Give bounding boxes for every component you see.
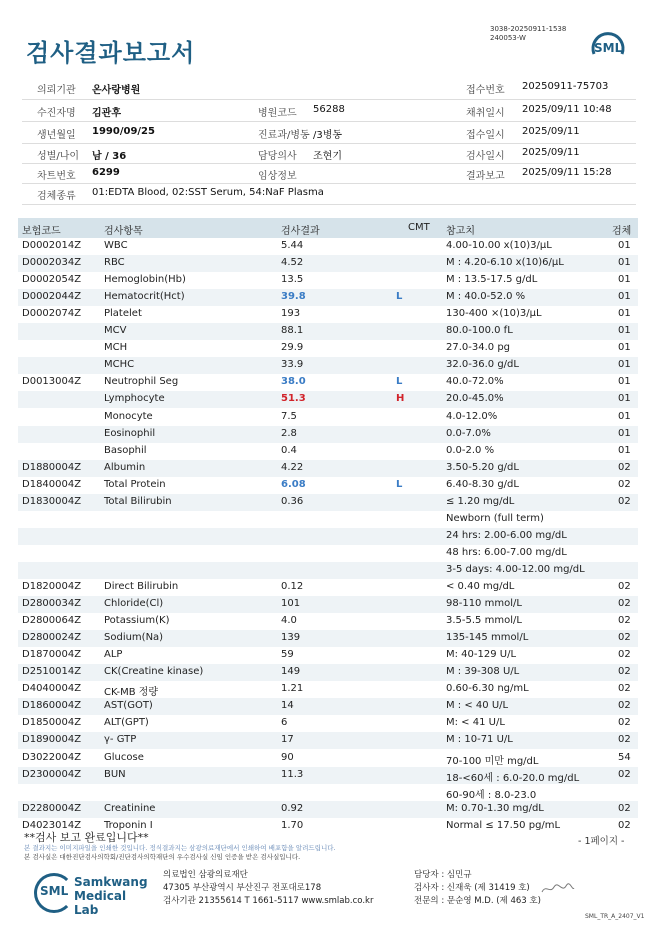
specimen-code: 01 <box>618 257 631 269</box>
table-row <box>18 323 638 340</box>
test-code: D0002014Z <box>22 240 82 251</box>
header-specimen: 검체 <box>612 226 632 237</box>
result-flag: H <box>396 393 405 405</box>
test-result: 0.4 <box>281 444 297 456</box>
test-name: CK(Creatine kinase) <box>104 666 204 678</box>
table-row <box>18 664 638 681</box>
test-name: BUN <box>104 768 126 780</box>
test-name: Creatinine <box>104 802 156 814</box>
test-name: Hemoglobin(Hb) <box>104 274 186 286</box>
specimen-code: 01 <box>618 274 631 286</box>
reference-range: 3.5-5.5 mmol/L <box>446 615 522 627</box>
reference-range: 18-<60세 : 6.0-20.0 mg/dL <box>446 772 580 784</box>
header-ref: 참고치 <box>446 226 475 237</box>
table-row <box>18 460 638 477</box>
test-result: 13.5 <box>281 274 304 286</box>
test-name: Total Bilirubin <box>104 495 172 507</box>
test-code: D1860004Z <box>22 700 82 712</box>
specimen-code: 01 <box>618 325 631 337</box>
reference-range: 3.50-5.20 g/dL <box>446 461 519 473</box>
test-name: MCV <box>104 325 127 337</box>
test-name: Glucose <box>104 751 144 763</box>
hospital-label: 의뢰기관 <box>37 85 76 96</box>
table-row <box>18 357 638 374</box>
test-result: 33.9 <box>281 359 304 371</box>
table-row <box>18 374 638 391</box>
test-result: 139 <box>281 632 301 644</box>
specimen-code: 54 <box>618 751 631 763</box>
reference-range: Normal ≤ 17.50 pg/mL <box>446 819 561 831</box>
header-result: 검사결과 <box>281 226 320 237</box>
reference-range: 4.0-12.0% <box>446 410 498 422</box>
doctor-label: 담당의사 <box>258 151 297 162</box>
test-code: D1850004Z <box>22 717 82 729</box>
table-row <box>18 477 638 494</box>
reference-range: 0.0-7.0% <box>446 427 491 439</box>
reference-range: Newborn (full term) <box>446 512 544 524</box>
receipt-no-label: 접수번호 <box>466 85 505 96</box>
test-name: Lymphocyte <box>104 393 165 405</box>
test-result: 17 <box>281 734 294 746</box>
reference-range: 130-400 ×(10)3/μL <box>446 308 542 320</box>
reference-range: 135-145 mmol/L <box>446 632 529 644</box>
specimen-code: 02 <box>618 581 631 592</box>
test-code: D1880004Z <box>22 461 82 473</box>
test-code: D1870004Z <box>22 649 82 661</box>
table-row <box>18 562 638 579</box>
header-code: 보험코드 <box>22 226 61 237</box>
test-name: WBC <box>104 240 128 251</box>
test-date-label: 검사일시 <box>466 151 505 162</box>
test-name: γ- GTP <box>104 734 137 746</box>
reference-range: 60-90세 : 8.0-23.0 <box>446 789 537 801</box>
collect-label: 채취일시 <box>466 108 505 119</box>
test-name: Basophil <box>104 444 147 456</box>
specimen-code: 02 <box>618 768 631 780</box>
report-value: 2025/09/11 15:28 <box>522 167 612 178</box>
report-label: 결과보고 <box>466 171 505 182</box>
test-name: AST(GOT) <box>104 700 153 712</box>
sex-age-value: 남 / 36 <box>92 151 127 162</box>
table-row <box>18 784 638 801</box>
specimen-code: 01 <box>618 308 631 320</box>
table-row <box>18 732 638 749</box>
test-result: 101 <box>281 598 301 610</box>
reference-range: M: 0.70-1.30 mg/dL <box>446 802 544 814</box>
dept-value: /3병동 <box>313 130 343 141</box>
form-id: SML_TR_A_2407_V1 <box>585 913 645 920</box>
test-result: 149 <box>281 666 301 678</box>
hospital-value: 온사랑병원 <box>92 85 141 96</box>
specimen-value: 01:EDTA Blood, 02:SST Serum, 54:NaF Plasma <box>92 187 324 198</box>
receipt-no-value: 20250911-75703 <box>522 81 609 92</box>
test-code: D0002044Z <box>22 291 82 303</box>
test-result: 6.08 <box>281 478 306 490</box>
table-row <box>18 750 638 767</box>
table-row <box>18 426 638 443</box>
collect-value: 2025/09/11 10:48 <box>522 104 612 115</box>
test-result: 1.70 <box>281 819 304 831</box>
hospital-code-label: 병원코드 <box>258 108 297 119</box>
samkwang-logo-icon: SML Samkwang Medical Lab <box>34 871 144 911</box>
reference-range: ≤ 1.20 mg/dL <box>446 495 515 507</box>
table-row <box>18 715 638 732</box>
reference-range: M : 10-71 U/L <box>446 734 513 746</box>
test-result: 0.12 <box>281 581 304 592</box>
sex-age-label: 성별/나이 <box>37 151 80 162</box>
table-row <box>18 272 638 289</box>
test-date-value: 2025/09/11 <box>522 147 580 158</box>
result-flag: L <box>396 291 403 303</box>
test-code: D1830004Z <box>22 495 82 507</box>
test-name: Eosinophil <box>104 427 156 439</box>
test-code: D2800024Z <box>22 632 82 644</box>
test-result: 38.0 <box>281 376 306 388</box>
test-result: 2.8 <box>281 427 297 439</box>
test-code: D4040004Z <box>22 683 82 695</box>
divider <box>22 204 636 205</box>
test-name: ALP <box>104 649 123 661</box>
table-row <box>18 545 638 562</box>
specimen-code: 01 <box>618 376 631 388</box>
divider <box>22 163 636 164</box>
test-result: 59 <box>281 649 294 661</box>
test-code: D1840004Z <box>22 478 82 490</box>
test-result: 90 <box>281 751 294 763</box>
chart-value: 6299 <box>92 167 120 178</box>
table-row <box>18 409 638 426</box>
test-name: Albumin <box>104 461 146 473</box>
test-code: D2800064Z <box>22 615 82 627</box>
test-result: 88.1 <box>281 325 304 337</box>
reference-range: 27.0-34.0 pg <box>446 342 511 354</box>
result-flag: L <box>396 478 403 490</box>
reference-range: 48 hrs: 6.00-7.00 mg/dL <box>446 546 567 558</box>
table-row <box>18 630 638 647</box>
test-name: CK-MB 정량 <box>104 687 159 699</box>
dept-label: 진료과/병동 <box>258 130 310 141</box>
test-result: 14 <box>281 700 294 712</box>
header-item: 검사항목 <box>104 226 143 237</box>
page-number: - 1페이지 - <box>578 836 625 847</box>
test-code: D2280004Z <box>22 802 82 814</box>
table-row <box>18 647 638 664</box>
specimen-code: 01 <box>618 291 631 303</box>
hospital-code-value: 56288 <box>313 104 345 115</box>
specimen-code: 01 <box>618 240 631 251</box>
test-name: Monocyte <box>104 410 153 422</box>
table-row <box>18 698 638 715</box>
specimen-code: 01 <box>618 342 631 354</box>
specimen-code: 02 <box>618 615 631 627</box>
specimen-code: 02 <box>618 717 631 729</box>
specimen-code: 02 <box>618 683 631 695</box>
table-row <box>18 801 638 818</box>
doctor-value: 조현기 <box>313 151 342 162</box>
test-name: MCHC <box>104 359 135 371</box>
test-code: D1890004Z <box>22 734 82 746</box>
document-id: 3038-20250911-1538 240053-W <box>490 25 567 42</box>
divider <box>22 143 636 144</box>
test-result: 4.0 <box>281 615 297 627</box>
test-name: Neutrophil Seg <box>104 376 179 388</box>
signature-icon <box>540 882 576 899</box>
name-value: 김관후 <box>92 108 121 119</box>
header-cmt: CMT <box>408 222 430 233</box>
specimen-code: 01 <box>618 359 631 371</box>
table-row <box>18 306 638 323</box>
specimen-code: 01 <box>618 444 631 456</box>
test-result: 4.22 <box>281 461 304 473</box>
test-code: D3022004Z <box>22 751 82 763</box>
specimen-code: 02 <box>618 478 631 490</box>
chart-label: 차트번호 <box>37 171 76 182</box>
test-name: ALT(GPT) <box>104 717 149 729</box>
test-result: 39.8 <box>281 291 306 303</box>
reference-range: 4.00-10.00 x(10)3/μL <box>446 240 552 251</box>
reference-range: 24 hrs: 2.00-6.00 mg/dL <box>446 529 567 541</box>
specimen-code: 02 <box>618 734 631 746</box>
reference-range: 98-110 mmol/L <box>446 598 522 610</box>
reference-range: M : 40.0-52.0 % <box>446 291 526 303</box>
report-title: 검사결과보고서 <box>26 39 196 67</box>
test-code: D2300004Z <box>22 768 82 780</box>
reference-range: M : < 40 U/L <box>446 700 509 712</box>
reference-range: M : 39-308 U/L <box>446 666 520 678</box>
reference-range: < 0.40 mg/dL <box>446 581 515 592</box>
dob-value: 1990/09/25 <box>92 126 155 137</box>
notice-certification: 본 검사실은 대한진단검사의학회/진단검사의학재단의 우수검사실 신임 인증을 받은 검사실입니다. <box>24 853 301 861</box>
table-row <box>18 443 638 460</box>
table-row <box>18 613 638 630</box>
divider <box>22 99 636 100</box>
test-code: D4023014Z <box>22 819 82 831</box>
table-row <box>18 681 638 698</box>
table-row <box>18 511 638 528</box>
reference-range: 32.0-36.0 g/dL <box>446 359 519 371</box>
specimen-code: 02 <box>618 666 631 678</box>
sml-logo-icon: SML <box>588 32 628 62</box>
specimen-code: 02 <box>618 700 631 712</box>
name-label: 수진자명 <box>37 108 76 119</box>
staff-info: 담당자 : 심민규 검사자 : 신재욱 (제 31419 호) 전문의 : 문순영 M.D. (제 463 호) <box>414 870 541 906</box>
test-result: 6 <box>281 717 288 729</box>
test-result: 0.92 <box>281 802 304 814</box>
specimen-label: 검체종류 <box>37 191 76 202</box>
receipt-date-value: 2025/09/11 <box>522 126 580 137</box>
specimen-code: 01 <box>618 393 631 405</box>
test-result: 11.3 <box>281 768 304 780</box>
receipt-date-label: 접수일시 <box>466 130 505 141</box>
test-result: 4.52 <box>281 257 304 269</box>
reference-range: 3-5 days: 4.00-12.00 mg/dL <box>446 563 585 575</box>
reference-range: 0.60-6.30 ng/mL <box>446 683 529 695</box>
organization-info: 의료법인 삼광의료재단 47305 부산광역시 부산진구 전포대로178 검사기관 21355614 T 1661-5117 www.smlab.co.kr <box>163 870 374 906</box>
reference-range: M: < 41 U/L <box>446 717 505 729</box>
dob-label: 생년월일 <box>37 130 76 141</box>
test-name: MCH <box>104 342 128 354</box>
reference-range: 20.0-45.0% <box>446 393 504 405</box>
test-result: 51.3 <box>281 393 306 405</box>
clinical-label: 임상정보 <box>258 171 297 182</box>
test-result: 7.5 <box>281 410 297 422</box>
test-code: D0013004Z <box>22 376 82 388</box>
reference-range: 80.0-100.0 fL <box>446 325 513 337</box>
reference-range: 40.0-72.0% <box>446 376 504 388</box>
test-result: 193 <box>281 308 301 320</box>
specimen-code: 02 <box>618 649 631 661</box>
table-row <box>18 340 638 357</box>
test-code: D0002074Z <box>22 308 82 320</box>
test-code: D1820004Z <box>22 581 82 592</box>
test-name: Total Protein <box>104 478 166 490</box>
divider <box>22 121 636 122</box>
table-row <box>18 528 638 545</box>
test-name: Platelet <box>104 308 142 320</box>
test-name: Potassium(K) <box>104 615 170 627</box>
test-code: D0002054Z <box>22 274 82 286</box>
table-row <box>18 238 638 255</box>
reference-range: M : 13.5-17.5 g/dL <box>446 274 538 286</box>
reference-range: 6.40-8.30 g/dL <box>446 478 519 490</box>
specimen-code: 02 <box>618 802 631 814</box>
specimen-code: 02 <box>618 598 631 610</box>
reference-range: 70-100 미만 mg/dL <box>446 755 539 767</box>
table-row <box>18 391 638 408</box>
test-name: Troponin I <box>104 819 153 831</box>
test-code: D2510014Z <box>22 666 82 678</box>
test-code: D2800034Z <box>22 598 82 610</box>
specimen-code: 01 <box>618 427 631 439</box>
test-name: Hematocrit(Hct) <box>104 291 185 303</box>
report-complete: **검사 보고 완료입니다** <box>24 831 149 844</box>
table-row <box>18 289 638 306</box>
table-row <box>18 494 638 511</box>
table-row <box>18 255 638 272</box>
specimen-code: 01 <box>618 410 631 422</box>
test-name: RBC <box>104 257 125 269</box>
table-row <box>18 596 638 613</box>
specimen-code: 02 <box>618 495 631 507</box>
test-name: Direct Bilirubin <box>104 581 179 592</box>
specimen-code: 02 <box>618 632 631 644</box>
test-result: 0.36 <box>281 495 304 507</box>
test-name: Sodium(Na) <box>104 632 164 644</box>
specimen-code: 02 <box>618 461 631 473</box>
specimen-code: 02 <box>618 819 631 831</box>
test-code: D0002034Z <box>22 257 82 269</box>
reference-range: M : 4.20-6.10 x(10)6/μL <box>446 257 564 269</box>
test-name: Chloride(Cl) <box>104 598 164 610</box>
test-result: 29.9 <box>281 342 304 354</box>
reference-range: 0.0-2.0 % <box>446 444 495 456</box>
notice-image: 본 결과지는 이미지파일을 인쇄한 것입니다. 정식결과지는 삼광의료재단에서 인쇄하여 배포함을 알려드립니다. <box>24 844 336 852</box>
reference-range: M: 40-129 U/L <box>446 649 517 661</box>
test-result: 5.44 <box>281 240 304 251</box>
result-flag: L <box>396 376 403 388</box>
divider <box>22 183 636 184</box>
table-row <box>18 579 638 596</box>
test-result: 1.21 <box>281 683 304 695</box>
table-row <box>18 767 638 784</box>
results-table-header <box>18 218 638 238</box>
